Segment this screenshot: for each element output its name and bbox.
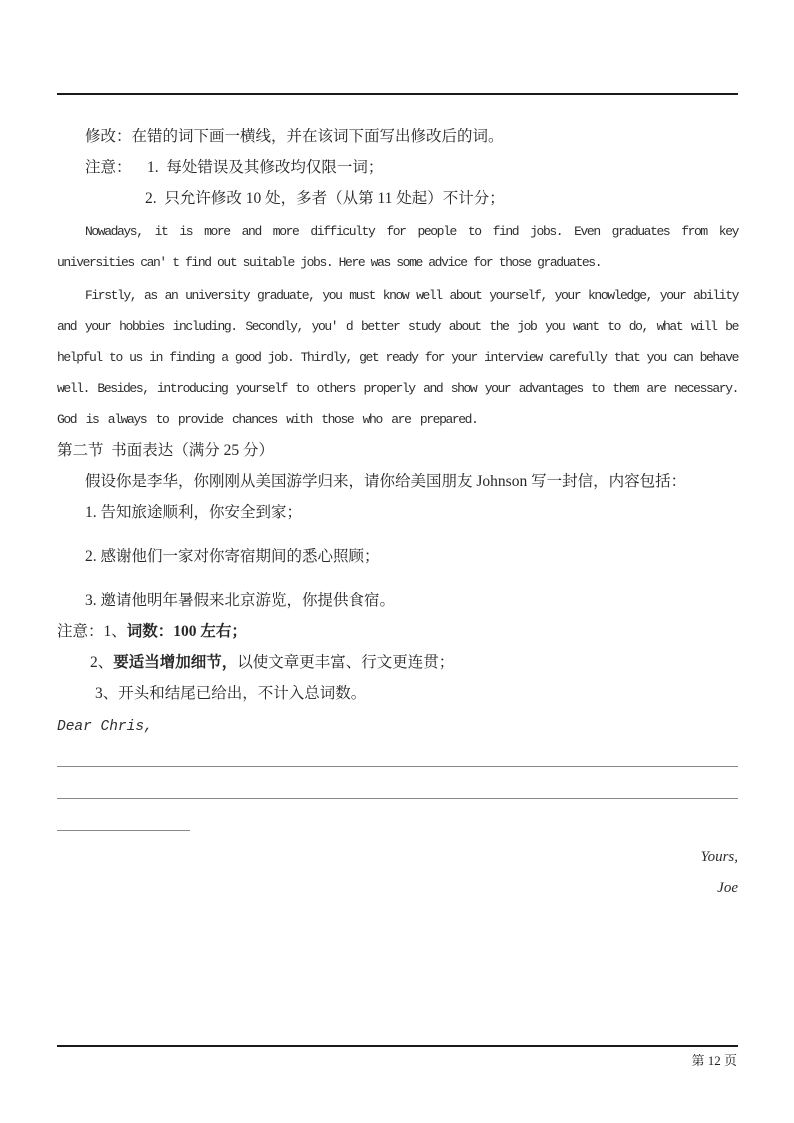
writing-note-2-bold: 要适当增加细节， bbox=[113, 654, 238, 671]
answer-line bbox=[57, 767, 738, 799]
header-rule bbox=[57, 93, 738, 95]
writing-note-1 bbox=[57, 616, 738, 647]
letter-salutation: Dear Chris, bbox=[57, 719, 153, 735]
writing-note-2-number: 2、 bbox=[90, 654, 114, 671]
writing-section-heading: 第二节 书面表达（满分 25 分） bbox=[57, 442, 275, 459]
correction-instruction: 修改：在错的词下画一横线，并在该词下面写出修改后的词。 bbox=[85, 128, 504, 145]
passage-paragraph-1 bbox=[57, 216, 738, 278]
page-number: 第 12 页 bbox=[691, 1053, 737, 1068]
passage-line: well. Besides, introducing yourself to others properly and show your advantages to them are necessary. bbox=[57, 381, 738, 396]
writing-note-3: 3、开头和结尾已给出，不计入总词数。 bbox=[95, 685, 367, 702]
passage-paragraph-2 bbox=[57, 280, 738, 435]
writing-note-1-bold: 词数：100 左右； bbox=[126, 623, 247, 640]
passage-line: helpful to us in finding a good job. Thirdly, get ready for your interview carefully that you can behave bbox=[57, 350, 738, 365]
writing-point-1: 1. 告知旅途顺利，你安全到家； bbox=[85, 504, 303, 521]
answer-line bbox=[57, 743, 738, 767]
writing-point-2: 2. 感谢他们一家对你寄宿期间的悉心照顾； bbox=[85, 548, 380, 565]
passage-line: universities can' t find out suitable jobs. Here was some advice for those graduates. bbox=[57, 255, 602, 270]
writing-note-2 bbox=[57, 647, 738, 678]
passage-line: God is always to provide chances with those who are prepared. bbox=[57, 412, 478, 427]
passage-line: and your hobbies including. Secondly, you' d better study about the job you want to do, what will be bbox=[57, 319, 738, 334]
writing-note-1-prefix: 注意：1、 bbox=[57, 623, 127, 640]
correction-note-2: 2. 只允许修改 10 处，多者（从第 11 处起）不计分； bbox=[145, 190, 505, 207]
passage-line: Nowadays, it is more and more difficulty for people to find jobs. Even graduates from key bbox=[85, 224, 738, 239]
writing-prompt: 假设你是李华，你刚刚从美国游学归来，请你给美国朋友 Johnson 写一封信，内容包括： bbox=[85, 473, 687, 490]
writing-note-2-rest: 以使文章更丰富、行文更连贯； bbox=[237, 654, 455, 671]
passage-line: Firstly, as an university graduate, you must know well about yourself, your knowledge, your ability bbox=[85, 288, 738, 303]
letter-signature: Joe bbox=[717, 880, 738, 896]
writing-point-3: 3. 邀请他明年暑假来北京游览，你提供食宿。 bbox=[85, 592, 396, 609]
footer-rule bbox=[57, 1045, 738, 1047]
correction-note-1: 注意： 1. 每处错误及其修改均仅限一词； bbox=[85, 159, 384, 176]
answer-line bbox=[57, 799, 190, 831]
page-content bbox=[57, 121, 738, 904]
letter-closing: Yours, bbox=[700, 849, 738, 865]
